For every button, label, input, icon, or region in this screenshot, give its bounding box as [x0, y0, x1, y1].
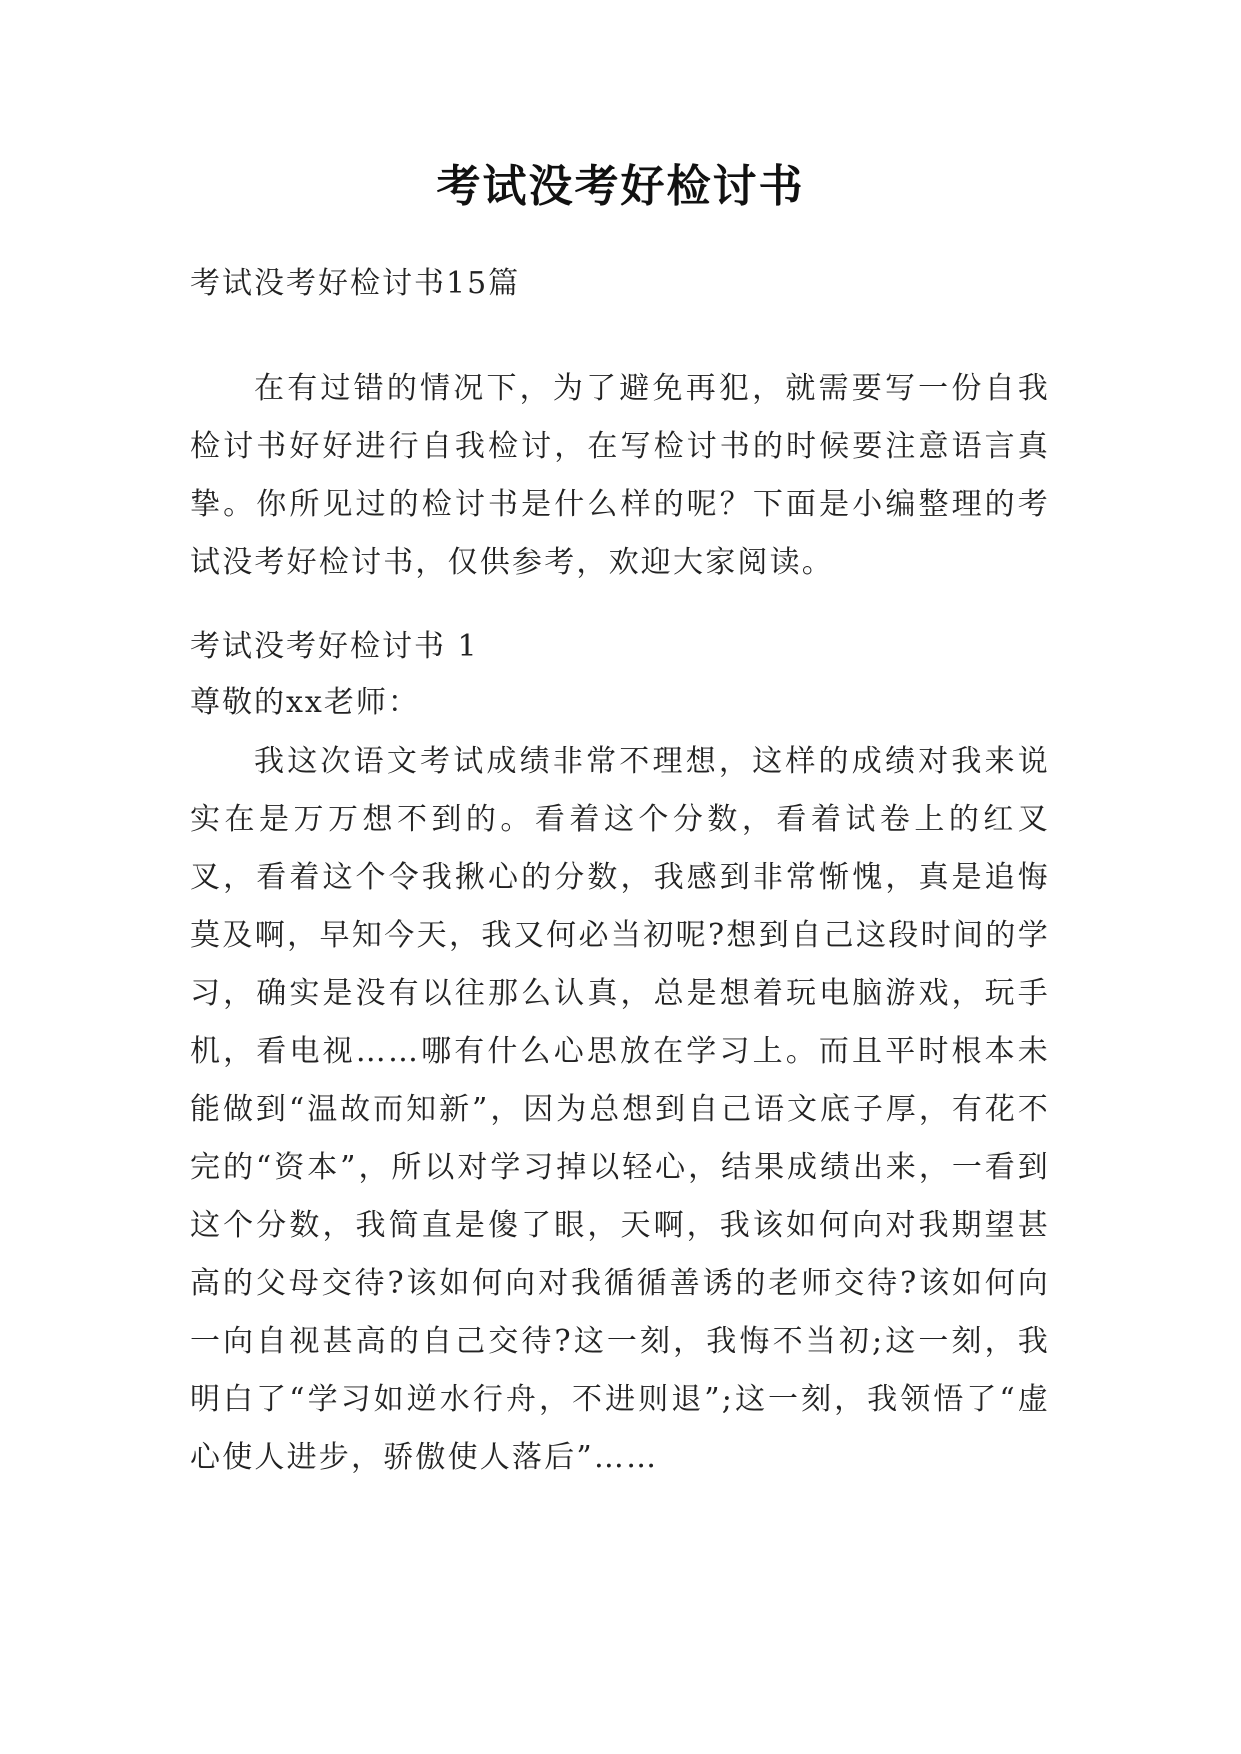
intro-paragraph: 在有过错的情况下，为了避免再犯，就需要写一份自我检讨书好好进行自我检讨，在写检讨书的时候要注意语言真挚。你所见过的检讨书是什么样的呢？下面是小编整理的考试没考好检讨书，仅供参考，欢迎大家阅读。 [190, 371, 1050, 580]
section-heading: 考试没考好检讨书 1 [190, 629, 479, 664]
document-title: 考试没考好检讨书 [436, 161, 805, 212]
document-subtitle: 考试没考好检讨书15篇 [190, 266, 521, 301]
salutation: 尊敬的xx老师： [190, 685, 420, 720]
body-paragraph: 我这次语文考试成绩非常不理想，这样的成绩对我来说实在是万万想不到的。看着这个分数，看着试卷上的红叉叉，看着这个令我揪心的分数，我感到非常惭愧，真是追悔莫及啊，早知今天，我又何必当初呢?想到自己这段时间的学习，确实是没有以往那么认真，总是想着玩电脑游戏，玩手机，看电视……哪有什么心思放在学习上。而且平时根本未能做到“温故而知新”，因为总想到自己语文底子厚，有花不完的“资本”，所以对学习掉以轻心，结果成绩出来，一看到这个分数，我简直是傻了眼，天啊，我该如何向对我期望甚高的父母交待?该如何向对我循循善诱的老师交待?该如何向一向自视甚高的自己交待?这一刻，我悔不当初;这一刻，我明白了“学习如逆水行舟，不进则退”;这一刻，我领悟了“虚心使人进步，骄傲使人落后”…… [190, 744, 1050, 1475]
